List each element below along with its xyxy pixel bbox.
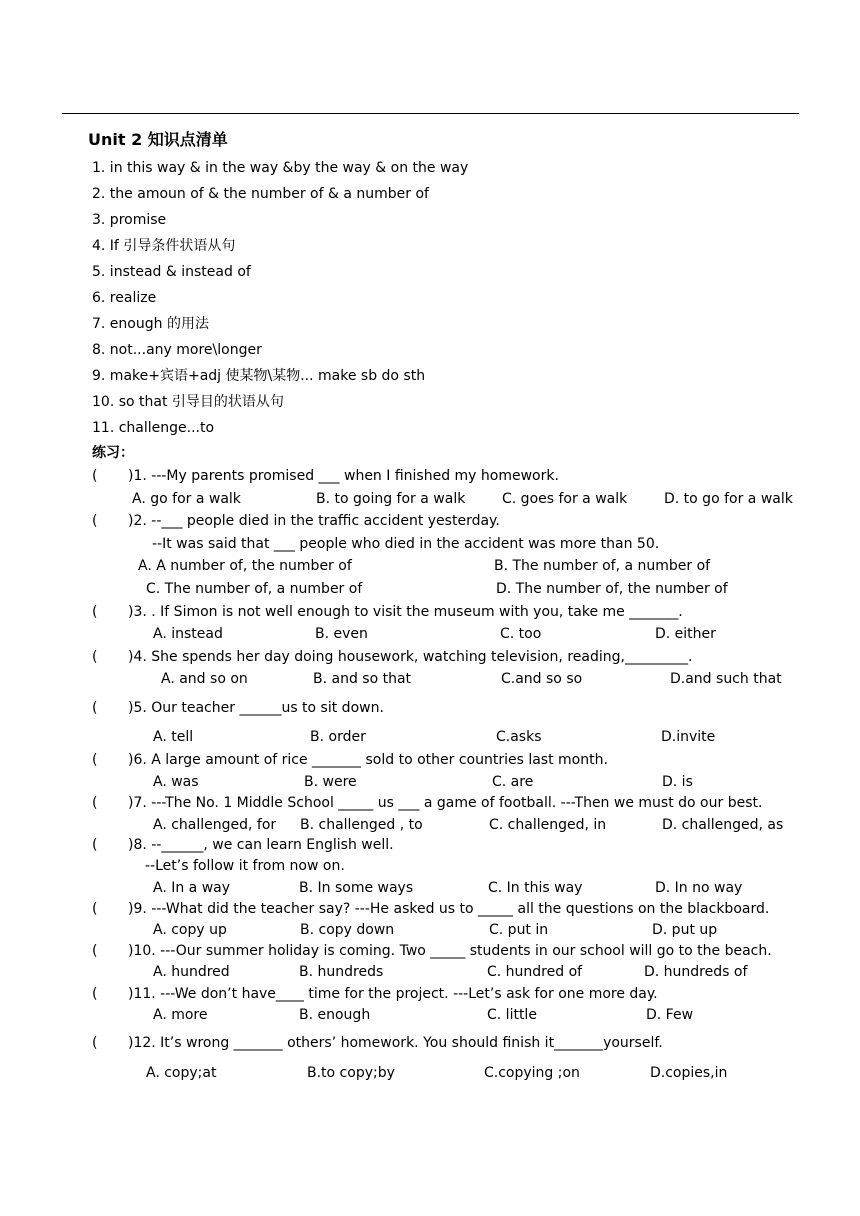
option-c: C. too (500, 626, 542, 642)
option-b: B.to copy;by (307, 1065, 395, 1081)
option-b: B. to going for a walk (316, 491, 466, 507)
question-stem: )2. --___ people died in the traffic accident yesterday. (128, 513, 500, 529)
option-c: C. challenged, in (489, 817, 607, 833)
point-item: 9. make+宾语+adj 使某物\某物... make sb do sth (92, 368, 426, 384)
answer-bracket: ( (92, 795, 98, 811)
option-b: B. copy down (300, 922, 395, 938)
option-a: A. hundred (153, 964, 230, 980)
option-c: C. The number of, a number of (146, 581, 363, 597)
question-stem: )5. Our teacher ______us to sit down. (128, 700, 384, 716)
option-b: B. challenged , to (300, 817, 423, 833)
answer-bracket: ( (92, 1035, 98, 1051)
option-c: C. hundred of (487, 964, 583, 980)
option-c: C. are (492, 774, 534, 790)
point-item: 11. challenge...to (92, 420, 215, 436)
option-b: B. The number of, a number of (494, 558, 711, 574)
option-d: D. Few (646, 1007, 694, 1023)
option-d: D. is (662, 774, 693, 790)
point-item: 1. in this way & in the way &by the way & on the way (92, 160, 469, 176)
point-item: 10. so that 引导目的状语从句 (92, 394, 284, 410)
option-d: D. either (655, 626, 716, 642)
option-a: A. copy up (153, 922, 227, 938)
question-stem: )3. . If Simon is not well enough to visit the museum with you, take me _______. (128, 604, 683, 620)
answer-bracket: ( (92, 700, 98, 716)
option-b: B. even (315, 626, 368, 642)
question-stem: )1. ---My parents promised ___ when I finished my homework. (128, 468, 559, 484)
option-d: D. challenged, as (662, 817, 784, 833)
knowledge-points-list (92, 158, 468, 444)
answer-bracket: ( (92, 837, 98, 853)
option-a: A. instead (153, 626, 223, 642)
option-d: D. In no way (655, 880, 743, 896)
question-stem: )6. A large amount of rice _______ sold to other countries last month. (128, 752, 608, 768)
option-d: D. to go for a walk (664, 491, 793, 507)
point-item: 5. instead & instead of (92, 264, 251, 280)
option-a: A. tell (153, 729, 194, 745)
header-rule (62, 113, 799, 114)
question-stem: )10. ---Our summer holiday is coming. Two _____ students in our school will go to the beach. (128, 943, 772, 959)
option-c: C.and so so (501, 671, 583, 687)
option-a: A. more (153, 1007, 208, 1023)
option-d: D. The number of, the number of (496, 581, 728, 597)
option-b: B. enough (299, 1007, 371, 1023)
option-a: A. go for a walk (132, 491, 241, 507)
option-a: A. copy;at (146, 1065, 217, 1081)
option-d: D.and such that (670, 671, 782, 687)
answer-bracket: ( (92, 649, 98, 665)
option-b: B. and so that (313, 671, 412, 687)
question-stem: )7. ---The No. 1 Middle School _____ us ___ a game of football. ---Then we must do our best. (128, 795, 763, 811)
point-item: 6. realize (92, 290, 157, 306)
answer-bracket: ( (92, 513, 98, 529)
point-item: 8. not...any more\longer (92, 342, 262, 358)
question-stem: )8. --______, we can learn English well. (128, 837, 394, 853)
answer-bracket: ( (92, 752, 98, 768)
option-c: C.copying ;on (484, 1065, 580, 1081)
option-a: A. challenged, for (153, 817, 277, 833)
option-c: C. In this way (488, 880, 583, 896)
option-a: A. In a way (153, 880, 231, 896)
answer-bracket: ( (92, 901, 98, 917)
option-b: B. In some ways (299, 880, 414, 896)
answer-bracket: ( (92, 604, 98, 620)
point-item: 4. If 引导条件状语从句 (92, 238, 236, 254)
option-b: B. order (310, 729, 366, 745)
option-a: A. A number of, the number of (138, 558, 352, 574)
point-item: 2. the amoun of & the number of & a number of (92, 186, 429, 202)
question-stem: )9. ---What did the teacher say? ---He asked us to _____ all the questions on the blackboard. (128, 901, 770, 917)
page-title: Unit 2 知识点清单 (88, 130, 228, 149)
question-stem: )4. She spends her day doing housework, watching television, reading,_________. (128, 649, 693, 665)
question-stem: )12. It’s wrong _______ others’ homework. You should finish it_______yourself. (128, 1035, 663, 1051)
option-b: B. hundreds (299, 964, 384, 980)
point-item: 7. enough 的用法 (92, 316, 209, 332)
option-c: C. put in (489, 922, 549, 938)
question-stem: )11. ---We don’t have____ time for the project. ---Let’s ask for one more day. (128, 986, 658, 1002)
answer-bracket: ( (92, 943, 98, 959)
option-c: C. little (487, 1007, 537, 1023)
answer-bracket: ( (92, 986, 98, 1002)
option-d: D.copies,in (650, 1065, 728, 1081)
practice-heading: 练习： (92, 445, 134, 461)
option-c: C.asks (496, 729, 542, 745)
question-follow-up: --Let’s follow it from now on. (145, 858, 345, 874)
option-b: B. were (304, 774, 357, 790)
option-c: C. goes for a walk (502, 491, 628, 507)
option-d: D.invite (661, 729, 716, 745)
answer-bracket: ( (92, 468, 98, 484)
question-follow-up: --It was said that ___ people who died in the accident was more than 50. (152, 536, 660, 552)
option-d: D. hundreds of (644, 964, 748, 980)
option-a: A. was (153, 774, 199, 790)
option-a: A. and so on (161, 671, 248, 687)
option-d: D. put up (652, 922, 718, 938)
point-item: 3. promise (92, 212, 167, 228)
